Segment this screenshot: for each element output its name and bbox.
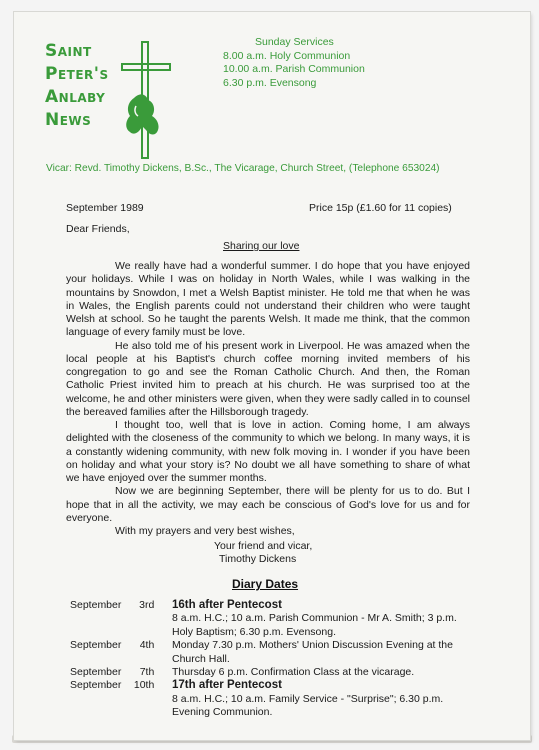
- issue-date: September 1989: [66, 202, 144, 214]
- service-item: 6.30 p.m. Evensong: [223, 76, 317, 89]
- masthead-line-anlaby: Anlaby: [45, 87, 106, 107]
- diary-day: 10th: [133, 679, 155, 692]
- diary-list: [70, 599, 470, 720]
- diary-date: [70, 599, 172, 639]
- diary-text: Monday 7.30 p.m. Mothers' Union Discussion Evening at the Church Hall.: [172, 639, 453, 665]
- service-item: 8.00 a.m. Holy Communion: [223, 50, 351, 63]
- diary-title: Diary Dates: [232, 577, 299, 591]
- letter-title: Sharing our love: [223, 240, 300, 252]
- masthead-line-news: News: [45, 110, 92, 130]
- letter-paragraph: I thought too, well that is love in action. Coming home, I am always delighted with the closeness of the community to which we belong. In many ways, it is a constantly widening community, with new folk moving in. I wonder if you have been on holiday and what your story is? No doubt we all have something to share of what we have enjoyed over the summer months.: [66, 419, 470, 484]
- services-heading: Sunday Services: [255, 36, 334, 48]
- sunday-services: [223, 36, 365, 90]
- diary-text: 8 a.m. H.C.; 10 a.m. Parish Communion - Mr A. Smith; 3 p.m. Holy Baptism; 6.30 p.m. Evensong.: [172, 612, 457, 638]
- diary-details: [172, 599, 470, 639]
- diary-heading: 17th after Pentecost: [172, 679, 282, 692]
- diary-date: [70, 666, 172, 679]
- issue-price: Price 15p (£1.60 for 11 copies): [309, 202, 452, 214]
- diary-details: [172, 666, 470, 679]
- letter-paragraph: With my prayers and very best wishes,: [115, 525, 295, 537]
- signoff-name: Timothy Dickens: [219, 553, 297, 565]
- diary-heading: 16th after Pentecost: [172, 599, 282, 611]
- diary-details: [172, 639, 470, 666]
- diary-date: [70, 679, 172, 719]
- greeting: Dear Friends,: [66, 223, 130, 235]
- diary-month: September: [70, 679, 122, 692]
- diary-entry: [70, 639, 470, 666]
- diary-entry: [70, 599, 470, 639]
- masthead-title: [45, 40, 109, 132]
- vicar-contact-line: Vicar: Revd. Timothy Dickens, B.Sc., The Vicarage, Church Street, (Telephone 653024): [46, 163, 440, 174]
- masthead-line-peters: Peter's: [45, 64, 109, 84]
- diary-entry: [70, 679, 470, 719]
- masthead-line-saint: Saint: [45, 41, 92, 61]
- diary-month: September: [70, 666, 122, 679]
- diary-month: September: [70, 639, 122, 652]
- diary-day: 3rd: [139, 599, 155, 611]
- diary-text: 8 a.m. H.C.; 10 a.m. Family Service - "Surprise"; 6.30 p.m. Evening Communion.: [172, 692, 444, 719]
- signoff-line: Your friend and vicar,: [214, 540, 313, 552]
- diary-date: [70, 639, 172, 666]
- letter-body: [66, 260, 470, 538]
- letter-paragraph: Now we are beginning September, there will be plenty for us to do. But I hope that in all the activity, we may each be conscious of God's love for us and for everyone.: [66, 485, 470, 524]
- diary-month: September: [70, 599, 122, 611]
- diary-day: 7th: [139, 666, 155, 679]
- diary-day: 4th: [139, 639, 155, 652]
- diary-details: [172, 679, 470, 719]
- letter-paragraph: We really have had a wonderful summer. I do hope that you have enjoyed your holidays. While I was on holiday in North Wales, while I was walking in the mountains by Snowdon, I met a Welsh Baptist minister. He told me that when he was in Wales, the English parents could not understand their children who were taught Welsh at school. So he taught the parents Welsh. It made me think, that the common language of every family must be love.: [66, 260, 470, 339]
- diary-text: Thursday 6 p.m. Confirmation Class at the vicarage.: [172, 666, 415, 679]
- service-item: 10.00 a.m. Parish Communion: [223, 63, 365, 76]
- cross-logo-icon: [116, 40, 176, 160]
- diary-entry: [70, 666, 470, 679]
- letter-paragraph: He also told me of his present work in Liverpool. He was amazed when the local people at his Baptist's church coffee morning invited members of his congregation to go and see the Roman Catholic Church. And then, the Roman Catholic Priest invited him to preach at his church. He was surprised too at the welcome, he and other ministers were given, when they were sadly called in to counsel the bereaved families after the Hillsborough tragedy.: [66, 339, 470, 418]
